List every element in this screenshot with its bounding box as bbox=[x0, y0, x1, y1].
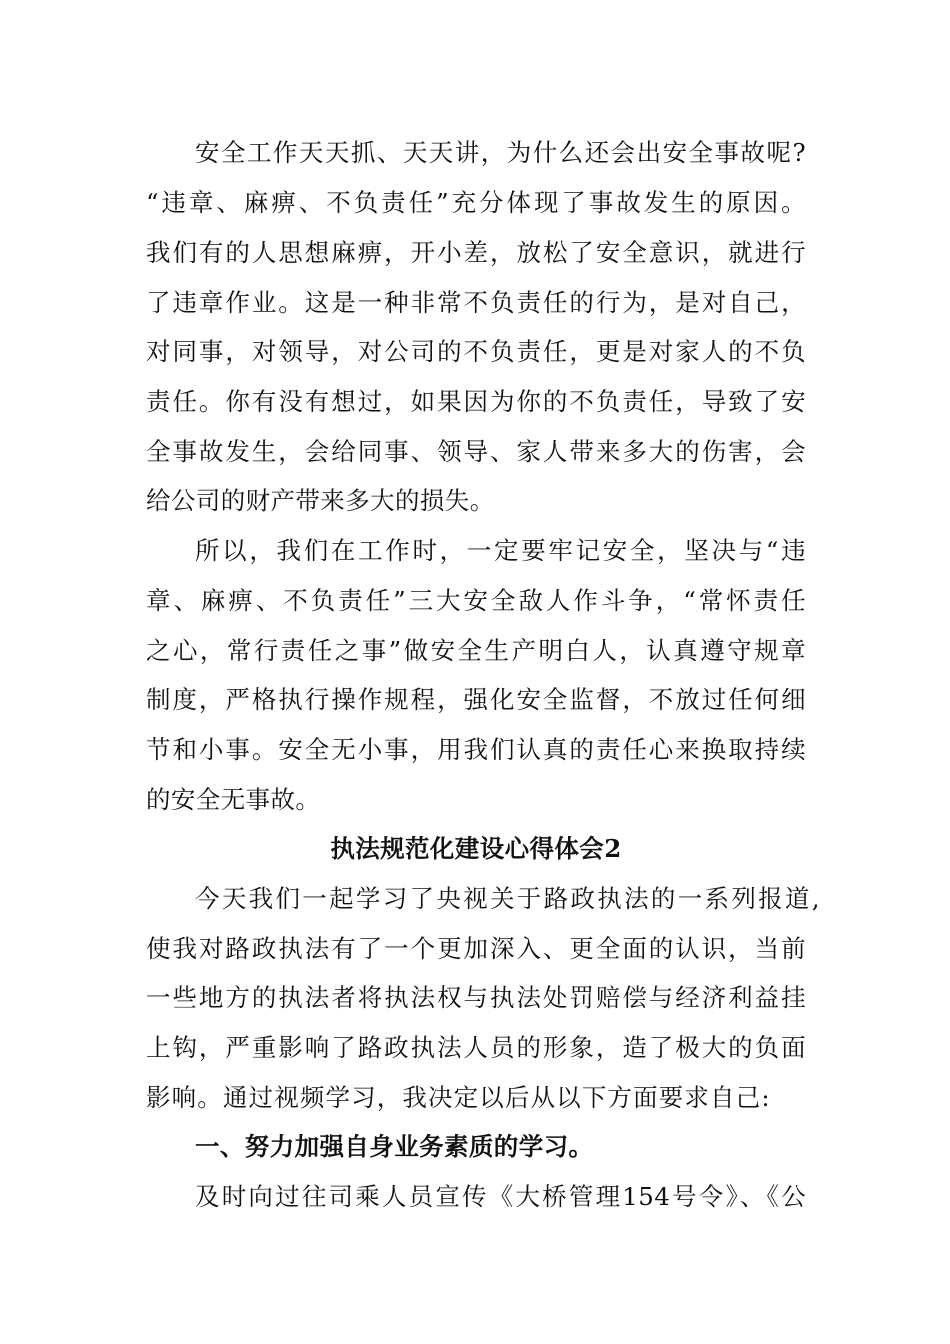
paragraph-line: 安全工作天天抓、天天讲，为什么还会出安全事故呢? bbox=[195, 138, 806, 167]
section-title: 执法规范化建设心得体会2 bbox=[330, 834, 622, 863]
paragraph-line: 之心，常行责任之事”做安全生产明白人，认真遵守规章 bbox=[146, 636, 806, 665]
paragraph-line: 给公司的财产带来多大的损失。 bbox=[146, 486, 495, 515]
paragraph-line: 了违章作业。这是一种非常不负责任的行为，是对自己， bbox=[146, 288, 806, 317]
paragraph-line: 及时向过往司乘人员宣传《大桥管理154号令》、《公 bbox=[195, 1182, 806, 1211]
paragraph-line: “违章、麻痹、不负责任”充分体现了事故发生的原因。 bbox=[146, 188, 806, 217]
paragraph-line: 责任。你有没有想过，如果因为你的不负责任，导致了安 bbox=[146, 387, 806, 416]
paragraph-line: 使我对路政执法有了一个更加深入、更全面的认识，当前 bbox=[146, 934, 806, 963]
paragraph-line: 对同事，对领导，对公司的不负责任，更是对家人的不负 bbox=[146, 337, 806, 366]
paragraph-line: 的安全无事故。 bbox=[146, 785, 321, 814]
paragraph-line: 全事故发生，会给同事、领导、家人带来多大的伤害，会 bbox=[146, 437, 806, 466]
paragraph-line: 今天我们一起学习了央视关于路政执法的一系列报道, bbox=[195, 884, 820, 913]
paragraph-line: 制度，严格执行操作规程，强化安全监督，不放过任何细 bbox=[146, 685, 806, 714]
paragraph-line: 章、麻痹、不负责任”三大安全敌人作斗争，“常怀责任 bbox=[146, 586, 806, 615]
paragraph-line: 影响。通过视频学习，我决定以后从以下方面要求自己: bbox=[146, 1083, 770, 1112]
paragraph-line: 所以，我们在工作时，一定要牢记安全，坚决与“违 bbox=[195, 536, 806, 565]
subheading: 一、努力加强自身业务素质的学习。 bbox=[195, 1132, 594, 1161]
paragraph-line: 节和小事。安全无小事，用我们认真的责任心来换取持续 bbox=[146, 735, 806, 764]
paragraph-line: 我们有的人思想麻痹，开小差，放松了安全意识，就进行 bbox=[146, 238, 806, 267]
paragraph-line: 一些地方的执法者将执法权与执法处罚赔偿与经济利益挂 bbox=[146, 983, 806, 1012]
paragraph-line: 上钩，严重影响了路政执法人员的形象，造了极大的负面 bbox=[146, 1033, 806, 1062]
